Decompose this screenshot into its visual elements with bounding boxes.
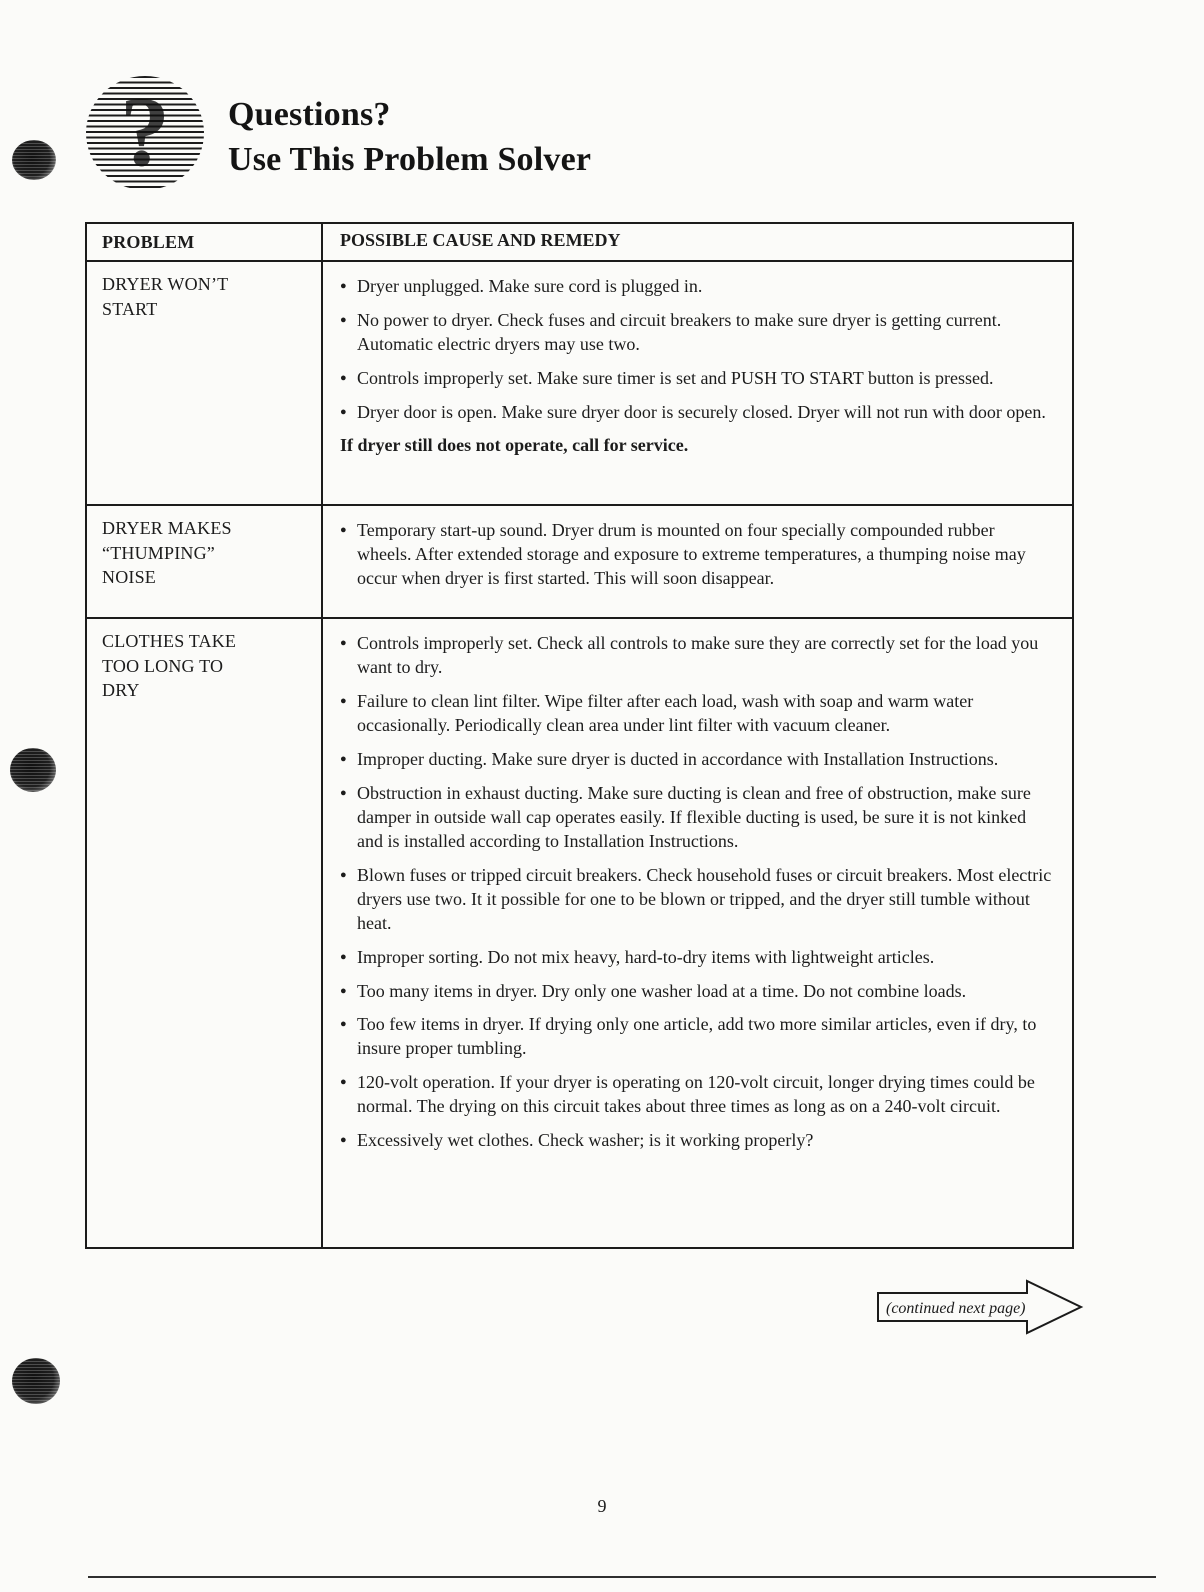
problem-cell: CLOTHES TAKE TOO LONG TO DRY [87,619,323,1247]
cause-item [340,309,1052,357]
cause-item [340,1129,1052,1153]
cause-text: Blown fuses or tripped circuit breakers. Check household fuses or circuit breakers. Most electric dryers use two. It it possible for one to be blown or tripped, and the dryer still tumble without heat. [357,864,1052,933]
table-row [87,504,1072,617]
bottom-rule [88,1576,1156,1578]
cause-item [340,946,1052,970]
bullet-icon: ● [340,1018,347,1031]
cause-item [340,367,1052,391]
page-title-line1: Questions? [228,96,391,133]
cause-text: Controls improperly set. Check all controls to make sure they are correctly set for the load you want to dry. [357,633,1039,678]
bullet-icon: ● [340,984,347,997]
scan-artifact-dot [12,140,56,180]
cause-item [340,980,1052,1004]
bullet-icon: ● [340,280,347,293]
cause-item [340,690,1052,738]
cause-item [340,782,1052,854]
bullet-icon: ● [340,406,347,419]
cause-item [340,519,1052,591]
cause-item [340,864,1052,936]
bullet-icon: ● [340,524,347,537]
cause-item [340,748,1052,772]
column-header-remedy: POSSIBLE CAUSE AND REMEDY [340,230,621,250]
cause-item [340,1013,1052,1061]
cause-text: Dryer door is open. Make sure dryer door is securely closed. Dryer will not run with door open. [357,402,1046,423]
scan-artifact-dot [12,1358,60,1404]
cause-text: Temporary start-up sound. Dryer drum is mounted on four specially compounded rubber wheels. After extended storage and exposure to extreme temperatures, a thumping noise may occur when dryer is first started. This will soon disappear. [357,520,1026,589]
bullet-icon: ● [340,753,347,766]
question-mark-logo-icon [86,76,204,190]
cause-text: No power to dryer. Check fuses and circuit breakers to make sure dryer is getting current. Automatic electric dryers may use two. [357,310,1002,355]
cause-text: Controls improperly set. Make sure timer is set and PUSH TO START button is pressed. [357,368,994,389]
problem-solver-table [85,222,1074,1249]
cause-text: Obstruction in exhaust ducting. Make sure ducting is clean and free of obstruction, make sure damper in outside wall cap operates easily. If flexible ducting is used, be sure it is not kinked and is installed according to Installation Instructions. [357,782,1031,851]
bullet-icon: ● [340,637,347,650]
page-number: 9 [597,1496,607,1516]
cause-item [340,632,1052,680]
bullet-icon: ● [340,1076,347,1089]
cause-item [340,401,1052,425]
cause-text: Improper sorting. Do not mix heavy, hard-to-dry items with lightweight articles. [357,946,935,967]
bullet-icon: ● [340,314,347,327]
bullet-icon: ● [340,695,347,708]
table-row [87,617,1072,1247]
remedy-cell [323,506,1072,617]
cause-item [340,275,1052,299]
question-mark-glyph: ? [120,76,170,187]
cause-text: Too many items in dryer. Dry only one washer load at a time. Do not combine loads. [357,980,967,1001]
scan-artifact-dot [10,748,56,792]
continued-text: (continued next page) [886,1300,1026,1317]
problem-cell: DRYER WON’T START [87,262,323,504]
service-note: If dryer still does not operate, call for service. [340,434,689,455]
bullet-icon: ● [340,786,347,799]
problem-cell: DRYER MAKES “THUMPING” NOISE [87,506,323,617]
cause-item [340,1071,1052,1119]
table-header-row [87,224,1072,260]
page-title-line2: Use This Problem Solver [228,141,592,178]
cause-text: Improper ducting. Make sure dryer is ducted in accordance with Installation Instructions. [357,749,999,770]
remedy-cell [323,262,1072,504]
bullet-icon: ● [340,372,347,385]
column-header-problem: PROBLEM [87,224,323,260]
cause-text: Failure to clean lint filter. Wipe filter after each load, wash with soap and warm water occasionally. Periodically clean area under lint filter with vacuum cleaner. [357,691,974,736]
cause-text: Excessively wet clothes. Check washer; is it working properly? [357,1130,814,1151]
continued-arrow [875,1276,1085,1338]
bullet-icon: ● [340,868,347,881]
bullet-icon: ● [340,1134,347,1147]
remedy-cell [323,619,1072,1247]
page-title [228,92,591,182]
table-row [87,260,1072,504]
cause-text: Dryer unplugged. Make sure cord is plugged in. [357,276,703,297]
cause-text: Too few items in dryer. If drying only one article, add two more similar articles, even if dry, to insure proper tumbling. [357,1014,1037,1059]
bullet-icon: ● [340,950,347,963]
cause-text: 120-volt operation. If your dryer is operating on 120-volt circuit, longer drying times could be normal. The drying on this circuit takes about three times as long as on a 240-volt circuit. [357,1072,1035,1117]
